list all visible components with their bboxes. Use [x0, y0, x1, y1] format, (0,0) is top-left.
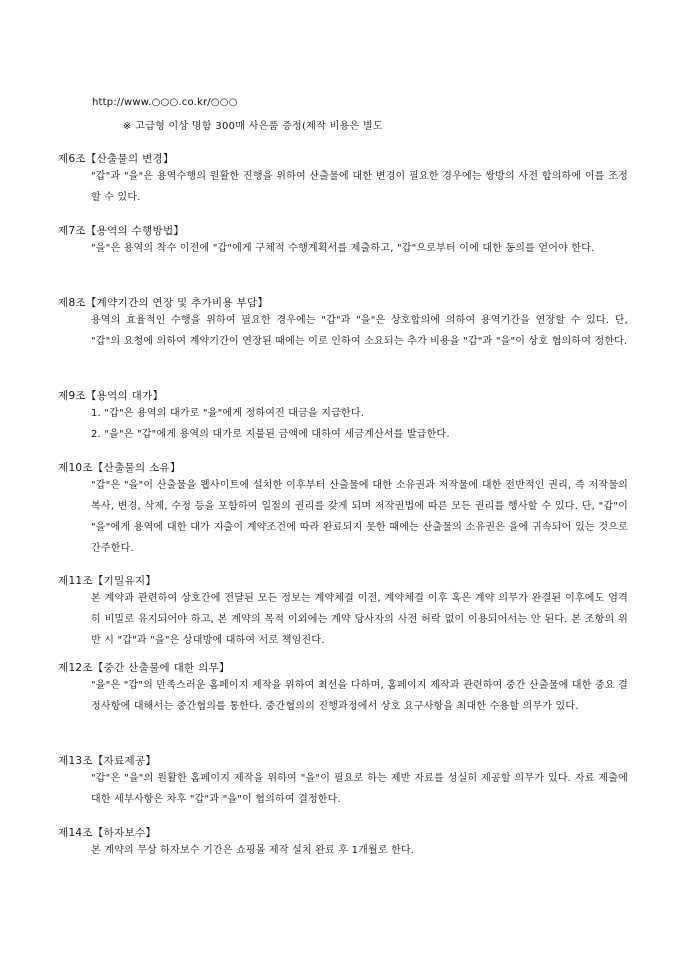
- list-item: 2. "을"은 "갑"에게 용역의 대가로 지불된 금액에 대하여 세금계산서를 발급한다.: [91, 429, 450, 440]
- article-12: [58, 661, 628, 717]
- article-heading: [58, 754, 628, 768]
- article-heading: [58, 296, 628, 310]
- article-body: "을"은 용역의 착수 이전에 "갑"에게 구체적 수행계획서를 제출하고, "갑"으로부터 이에 대한 동의를 얻어야 한다.: [91, 243, 595, 254]
- article-8: [58, 296, 628, 352]
- article-title: 【중간 산출물에 대한 의무】: [92, 662, 230, 674]
- article-body: "갑"은 "을"의 원활한 홈페이지 제작을 위하여 "을"이 필요로 하는 제반 자료를 성실히 제공할 의무가 있다. 자료 제출에 대한 세부사항은 차후 "갑"과 "을"이 협의하여 결정한다.: [91, 773, 628, 805]
- article-title: 【하자보수】: [92, 827, 157, 839]
- list-item: 1. "갑"은 용역의 대가로 "을"에게 정하여진 대금을 지급한다.: [91, 408, 365, 419]
- article-number: 제10조: [58, 462, 93, 474]
- article-number: 제12조: [58, 662, 93, 674]
- article-title: 【계약기간의 연장 및 추가비용 부담】: [85, 297, 269, 309]
- article-body: "갑"과 "을"은 용역수행의 원활한 진행을 위하여 산출물에 대한 변경이 필요한 경우에는 쌍방의 사전 합의하에 이를 조정할 수 있다.: [91, 171, 628, 203]
- article-number: 제11조: [58, 575, 93, 587]
- article-number: 제8조: [58, 297, 86, 309]
- article-heading: [58, 389, 628, 403]
- article-title: 【용역의 수행방법】: [85, 225, 185, 237]
- article-14: [58, 826, 628, 861]
- article-body: "을"은 "갑"의 만족스러운 홈페이지 제작을 위하여 최선을 다하며, 홈페이지 제작과 관련하여 중간 산출물에 대한 중요 결정사항에 대해서는 중간협의를 통한다. 중간협의의 진행과정에서 상호 요구사항을 최대한 수용할 의무가 있다.: [91, 680, 628, 712]
- article-number: 제13조: [58, 755, 93, 767]
- article-number: 제6조: [58, 153, 86, 165]
- article-6: [58, 152, 628, 208]
- article-title: 【산출물의 소유】: [92, 462, 181, 474]
- article-body: [91, 403, 628, 445]
- article-10: [58, 461, 628, 559]
- article-number: 제7조: [58, 225, 86, 237]
- header-url: http://www.○○○.co.kr/○○○: [92, 97, 238, 108]
- article-title: 【기밀유지】: [92, 575, 157, 587]
- article-heading: [58, 152, 628, 166]
- article-9: [58, 389, 628, 445]
- article-13: [58, 754, 628, 810]
- article-heading: [58, 826, 628, 840]
- article-body: 용역의 효율적인 수행을 위하여 필요한 경우에는 "갑"과 "을"은 상호합의에 의하여 용역기간을 연장할 수 있다. 단, "갑"의 요청에 의하여 계약기간이 연장된 때에는 이로 인하여 소요되는 추가 비용을 "갑"과 "을"이 상호 협의하여 정한다.: [91, 315, 628, 347]
- article-body: "갑"은 "을"이 산출물을 웹사이트에 설치한 이후부터 산출물에 대한 소유권과 저작물에 대한 전반적인 권리, 즉 저작물의 복사, 변경, 삭제, 수정 등을 포함하여 일절의 권리를 갖게 되며 저작권법에 따른 모든 권리를 행사할 수 있다. 단, "갑"이 "을"에게 용역에 대한 대가 지출이 계약조건에 따라 완료되지 못한 때에는 산출물의 소유권은 을에 귀속되어 있는 것으로 간주한다.: [91, 480, 628, 554]
- header-note: ※ 고급형 이상 명함 300매 사은품 증정(제작 비용은 별도: [123, 121, 383, 132]
- article-7: [58, 224, 628, 259]
- article-heading: [58, 461, 628, 475]
- article-11: [58, 574, 628, 651]
- article-body: 본 계약과 관련하여 상호간에 전달된 모든 정보는 계약체결 이전, 계약체결 이후 혹은 계약 의무가 완결된 이후에도 엄격히 비밀로 유지되어야 하고, 본 계약의 목적 이외에는 계약 당사자의 사전 허락 없이 이용되어서는 안 된다. 본 조항의 위반 시 "갑"과 "을"은 상대방에 대하여 서로 책임진다.: [91, 593, 628, 646]
- article-title: 【용역의 대가】: [85, 390, 164, 402]
- article-heading: [58, 224, 628, 238]
- article-heading: [58, 661, 628, 675]
- article-heading: [58, 574, 628, 588]
- article-title: 【산출물의 변경】: [85, 153, 174, 165]
- article-title: 【자료제공】: [92, 755, 157, 767]
- article-number: 제14조: [58, 827, 93, 839]
- article-number: 제9조: [58, 390, 86, 402]
- article-body: 본 계약의 무상 하자보수 기간은 쇼핑몰 제작 설치 완료 후 1개월로 한다.: [91, 845, 415, 856]
